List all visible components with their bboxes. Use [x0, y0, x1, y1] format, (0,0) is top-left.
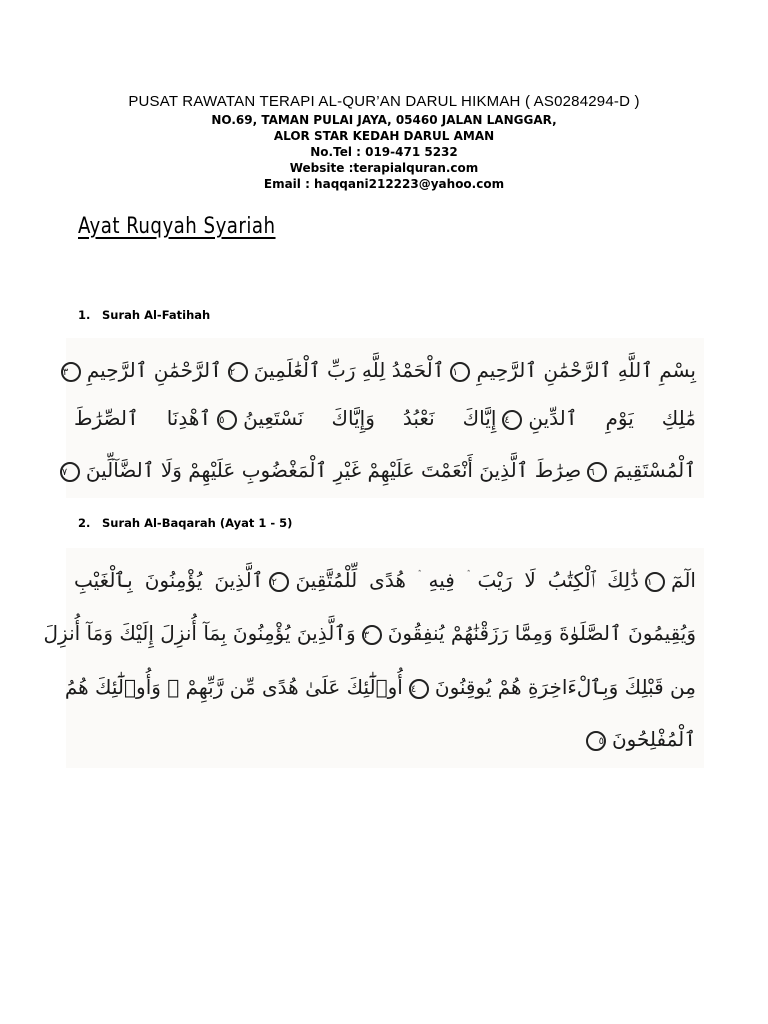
ayah-marker: ٤: [502, 410, 522, 430]
verse-line: مِن قَبْلِكَ وَبِٱلْءَاخِرَةِ هُمْ يُوقِنُونَ٤أُو۟لَٰٓئِكَ عَلَىٰ هُدًى مِّن رَّبِّهِمْ ۖ وَأُو۟لَٰٓئِكَ هُمُ: [64, 675, 696, 699]
phone-number: No.Tel : 019-471 5232: [310, 145, 458, 159]
organization-name: PUSAT RAWATAN TERAPI AL-QUR’AN DARUL HIKMAH ( AS0284294-D ): [128, 93, 640, 110]
ayah-marker: ٥: [217, 410, 237, 430]
verse-line: وَيُقِيمُونَ ٱلصَّلَوٰةَ وَمِمَّا رَزَقْنَٰهُمْ يُنفِقُونَ٣وَٱلَّذِينَ يُؤْمِنُونَ بِمَآ أُنزِلَ إِلَيْكَ وَمَآ أُنزِلَ: [43, 621, 696, 645]
address-line-1: NO.69, TAMAN PULAI JAYA, 05460 JALAN LANGGAR,: [211, 113, 557, 127]
letterhead: [0, 92, 768, 192]
ayah-marker: ١: [645, 572, 665, 592]
verse-line: بِسْمِ ٱللَّهِ ٱلرَّحْمَٰنِ ٱلرَّحِيمِ١ٱلْحَمْدُ لِلَّهِ رَبِّ ٱلْعَٰلَمِينَ٢ٱلرَّحْمَٰنِ ٱلرَّحِيمِ٣: [62, 358, 696, 382]
ayah-marker: ٤: [409, 679, 429, 699]
quran-text-baqarah: [43, 548, 704, 768]
section-number: 1.: [78, 308, 91, 322]
section-title: Surah Al-Fatihah: [102, 308, 211, 322]
ayah-marker: ٢: [269, 572, 289, 592]
section-title: Surah Al-Baqarah (Ayat 1 - 5): [102, 516, 293, 530]
section-number: 2.: [78, 516, 91, 530]
email: Email : haqqani212223@yahoo.com: [263, 177, 505, 191]
section-heading-baqarah: [78, 516, 292, 530]
website: Website :terapialquran.com: [289, 161, 479, 175]
ayah-marker: ٣: [362, 625, 382, 645]
verse-line: مَٰلِكِ يَوْمِ ٱلدِّينِ٤إِيَّاكَ نَعْبُدُ وَإِيَّاكَ نَسْتَعِينُ٥ٱهْدِنَا ٱلصِّرَٰطَ: [74, 406, 696, 430]
ayah-marker: ٥: [586, 731, 606, 751]
verse-line: الٓمٓ١ذَٰلِكَ ٱلْكِتَٰبُ لَا رَيْبَ ۛ فِيهِ ۛ هُدًى لِّلْمُتَّقِينَ٢ٱلَّذِينَ يُؤْمِنُونَ بِٱلْغَيْبِ: [74, 568, 696, 592]
address-line-2: ALOR STAR KEDAH DARUL AMAN: [273, 129, 495, 143]
verse-line: ٱلْمُفْلِحُونَ٥: [66, 714, 704, 764]
ayah-marker: ٢: [228, 362, 248, 382]
section-heading-fatihah: [78, 308, 210, 322]
document-title: Ayat Ruqyah Syariah: [78, 214, 276, 239]
verse-line: ٱلْمُسْتَقِيمَ٦صِرَٰطَ ٱلَّذِينَ أَنْعَمْتَ عَلَيْهِمْ غَيْرِ ٱلْمَغْضُوبِ عَلَيْهِمْ وَلَا ٱلضَّآلِّينَ٧: [61, 458, 696, 482]
ayah-marker: ٧: [60, 462, 80, 482]
ayah-marker: ٦: [587, 462, 607, 482]
ayah-marker: ١: [450, 362, 470, 382]
quran-text-fatihah: [61, 338, 704, 498]
ayah-marker: ٣: [61, 362, 81, 382]
